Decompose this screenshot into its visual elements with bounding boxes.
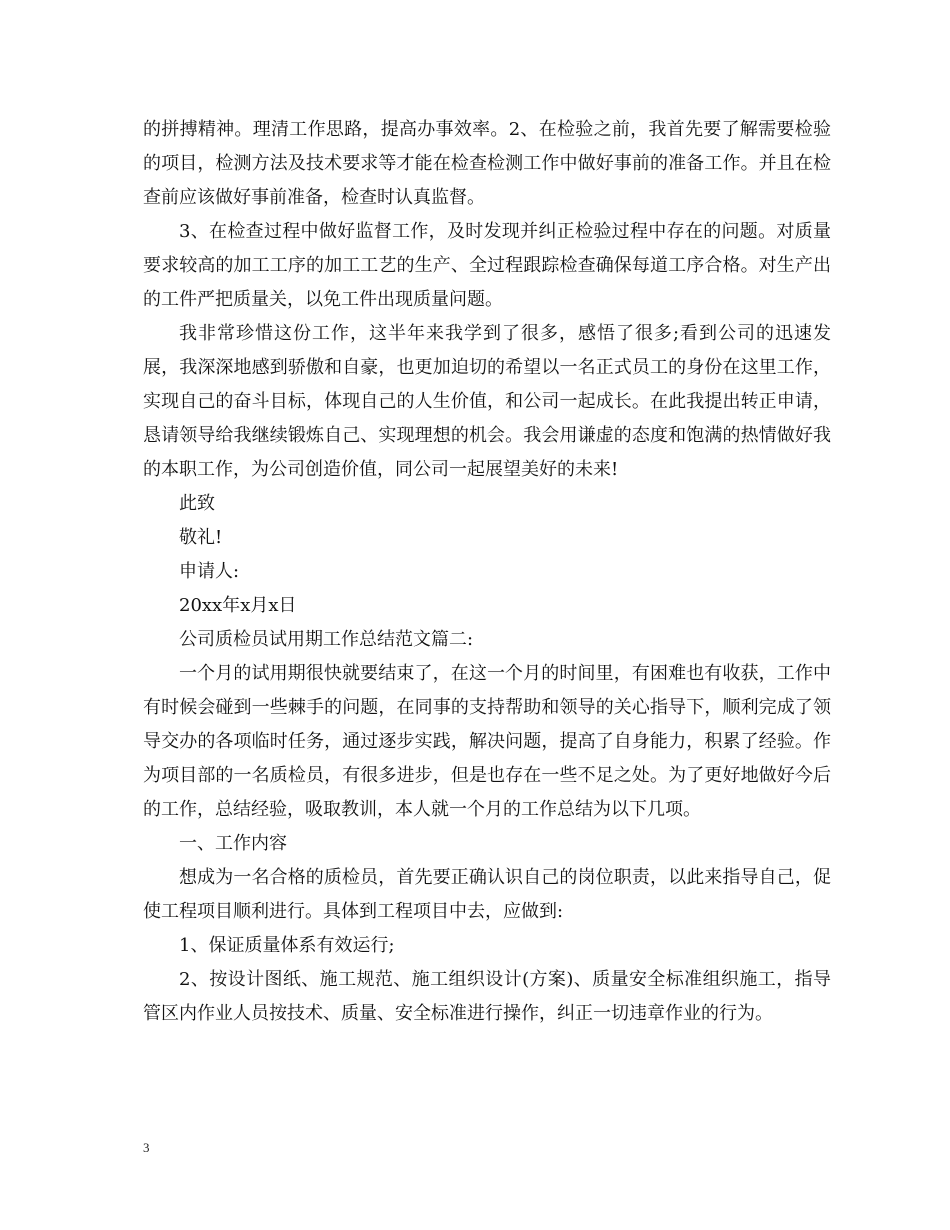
paragraph-regularization-request: 我非常珍惜这份工作，这半年来我学到了很多，感悟了很多;看到公司的迅速发展，我深深地感到骄傲和自豪，也更加迫切的希望以一名正式员工的身份在这里工作，实现自己的奋斗目标，体现自己的人生价值，和公司一起成长。在此我提出转正申请，恳请领导给我继续锻炼自己、实现理想的机会。我会用谦虚的态度和饱满的热情做好我的本职工作，为公司创造价值，同公司一起展望美好的未来! <box>143 323 831 480</box>
paragraph-probation-summary: 一个月的试用期很快就要结束了，在这一个月的时间里，有困难也有收获，工作中有时候会碰到一些棘手的问题，在同事的支持帮助和领导的关心指导下，顺利完成了领导交办的各项临时任务，通过逐步实践，解决问题，提高了自身能力，积累了经验。作为项目部的一名质检员，有很多进步，但是也存在一些不足之处。为了更好地做好今后的工作，总结经验，吸取教训，本人就一个月的工作总结为以下几项。 <box>143 663 831 820</box>
document-body <box>143 113 831 1031</box>
list-item-construction-standards: 2、按设计图纸、施工规范、施工组织设计(方案)、质量安全标准组织施工，指导管区内作业人员按技术、质量、安全标准进行操作，纠正一切违章作业的行为。 <box>143 969 831 1024</box>
applicant-label: 申请人: <box>179 561 240 582</box>
heading-work-content: 一、工作内容 <box>179 833 287 854</box>
paragraph-job-duties: 想成为一名合格的质检员，首先要正确认识自己的岗位职责，以此来指导自己，促使工程项目顺利进行。具体到工程项目中去，应做到: <box>143 867 831 922</box>
paragraph-continuation: 的拼搏精神。理清工作思路，提高办事效率。2、在检验之前，我首先要了解需要检验的项目，检测方法及技术要求等才能在检查检测工作中做好事前的准备工作。并且在检查前应该做好事前准备，检查时认真监督。 <box>143 119 831 208</box>
page-number: 3 <box>143 1140 150 1155</box>
list-item-quality-system: 1、保证质量体系有效运行; <box>179 935 395 956</box>
closing-regards: 敬礼! <box>179 527 223 548</box>
date-line: 20xx年x月x日 <box>179 595 297 616</box>
section-title-part-two: 公司质检员试用期工作总结范文篇二: <box>179 629 474 650</box>
paragraph-inspection-supervision: 3、在检查过程中做好监督工作，及时发现并纠正检验过程中存在的问题。对质量要求较高的加工工序的加工工艺的生产、全过程跟踪检查确保每道工序合格。对生产出的工件严把质量关，以免工件出现质量问题。 <box>143 221 831 310</box>
closing-salutation: 此致 <box>179 493 215 514</box>
